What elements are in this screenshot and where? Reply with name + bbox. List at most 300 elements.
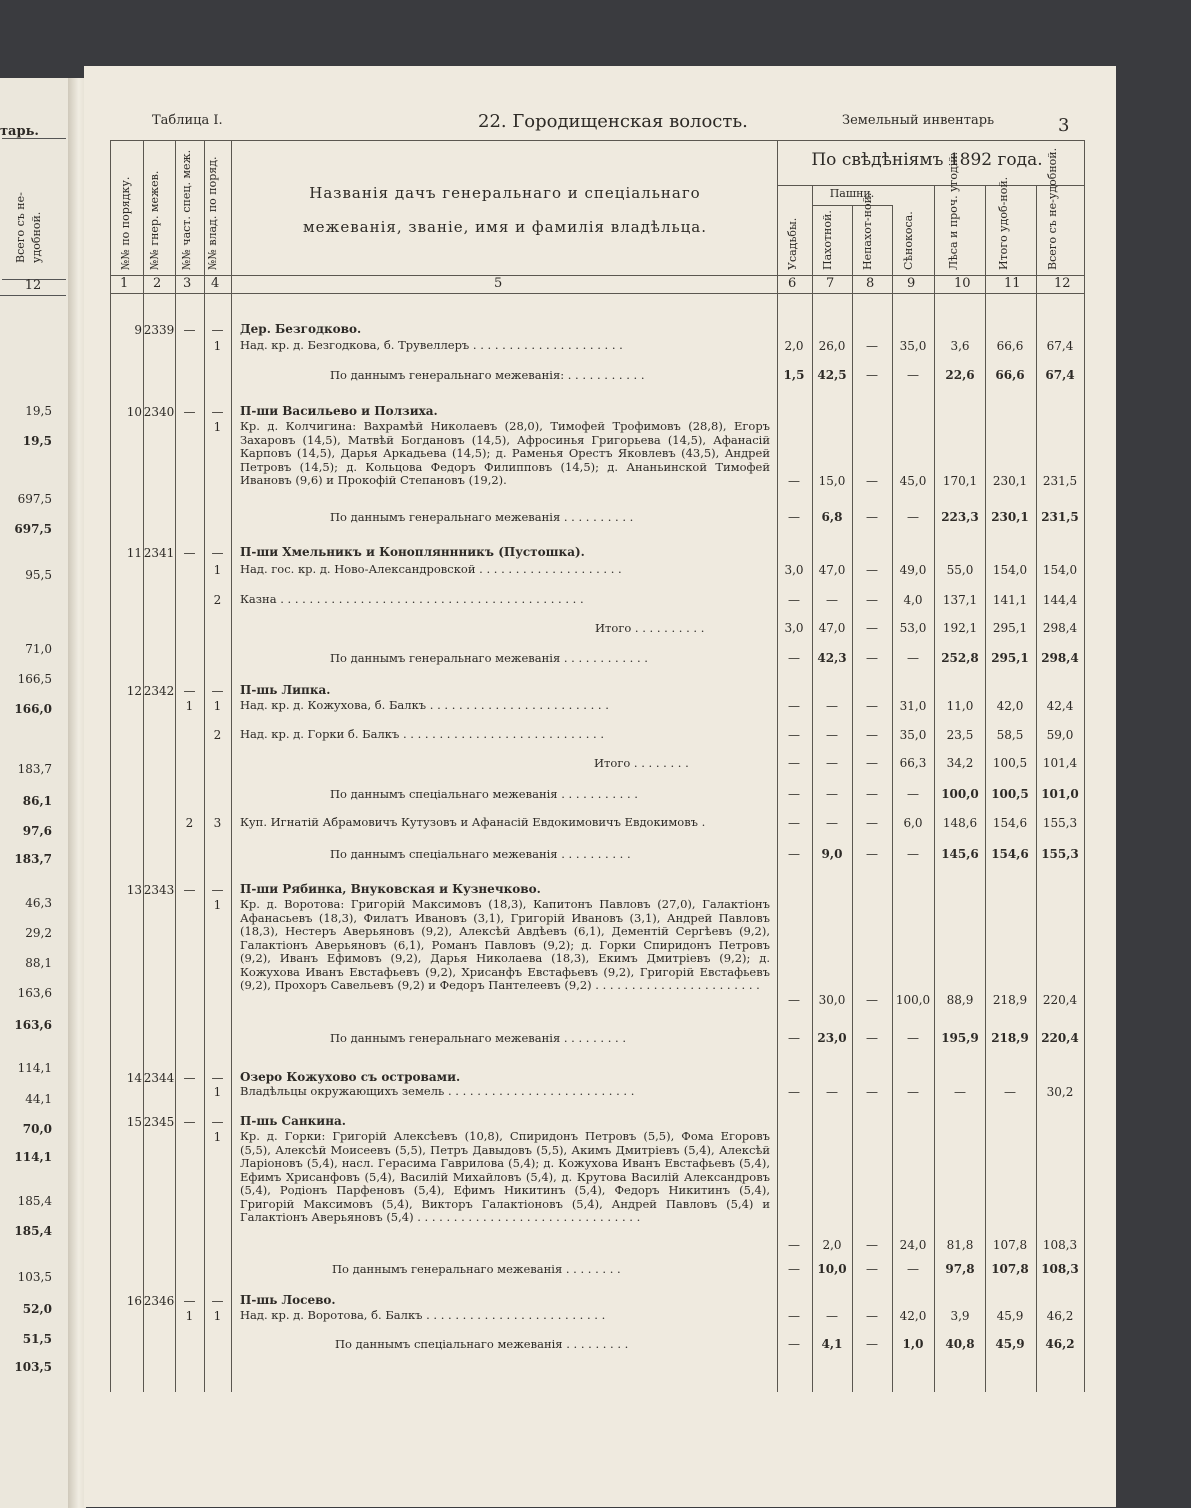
value-cell: — <box>866 651 878 665</box>
value-cell: 40,8 <box>945 1337 975 1351</box>
value-cell: 154,0 <box>992 563 1028 577</box>
row-owner-number: 1 <box>213 898 222 912</box>
summary-label: По даннымъ спеціальнаго межеванія . . . . . . . . . . <box>330 847 631 861</box>
page-title: 22. Городищенская волость. <box>478 111 748 132</box>
value-cell: 155,3 <box>1042 816 1078 830</box>
prev-value: 103,5 <box>14 1360 52 1374</box>
gen-number: 2340 <box>143 405 175 419</box>
gen-number: 2346 <box>143 1294 175 1308</box>
owner-text: Кр. д. Горки: Григорій Алексѣевъ (10,8), Спиридонъ Петровъ (5,5), Фома Егоровъ (5,5), Алексѣй Моисеевъ (5,5), Петръ Давыдовъ (5,5), Акимъ Дмитріевъ (5,4), Алексѣй Ларіоновъ (5,4), насл. Герасима Гаврилова (5,4); д. Кожухова Иванъ Евстафьевъ (5,4), Ефимъ Хрисанфовъ (5,4), Василій Михайловъ (5,4), д. Крутова Василій Александровъ (5,4), Родіонъ Парфеновъ (5,4), Ефимъ Никитинъ (5,4), Федоръ Никитинъ (5,4), Григорій Максимовъ (5,4), Викторъ Галактіоновъ (5,4), Андрей Павловъ (5,4) и Галактіонъ Аверьяновъ (5,4) . . . . . . . . . . . . . . . . . . . . . . . . . . . . . . . <box>240 1130 770 1224</box>
row-owner-number: 1 <box>213 339 222 353</box>
owner-number: — <box>211 323 224 337</box>
value-cell: 6,8 <box>821 510 843 524</box>
prev-head-line2: удобной. <box>30 211 43 263</box>
right-col-head: Непахот-ной. <box>861 192 874 270</box>
value-cell: 1,0 <box>902 1337 924 1351</box>
value-cell: — <box>788 1337 800 1351</box>
owner-text: Кр. д. Колчигина: Вахрамѣй Николаевъ (28,0), Тимофей Трофимовъ (28,8), Егоръ Захаровъ (14,5), Матвѣй Богдановъ (14,5), Афросинья Григорьева (14,5), Афанасій Карповъ (14,5), Дарья Аркадьева (14,5); д. Раменья Орестъ Яковлевъ (43,5), Андрей Петровъ (14,5); д. Кольцова Федоръ Филипповъ (14,5); д. Ананьинской Тимофей Ивановъ (9,6) и Прокофій Степановъ (19,2). <box>240 420 770 487</box>
value-cell: — <box>866 1085 878 1099</box>
value-cell: — <box>788 756 800 770</box>
owner-number: — <box>211 405 224 419</box>
row-owner-number: 3 <box>213 816 222 830</box>
column-title <box>240 176 770 244</box>
col-rule <box>985 185 986 1392</box>
value-cell: 154,6 <box>991 847 1029 861</box>
gen-number: 2339 <box>143 323 175 337</box>
value-cell: — <box>788 847 800 861</box>
prev-value: 697,5 <box>17 492 52 506</box>
value-cell: 298,4 <box>1041 651 1079 665</box>
value-cell: 45,0 <box>899 474 927 488</box>
value-cell: 100,5 <box>991 787 1029 801</box>
owner-text: Над. кр. д. Воротова, б. Балкъ . . . . . . . . . . . . . . . . . . . . . . . . . <box>240 1309 606 1322</box>
prev-column-number: 12 <box>0 278 66 296</box>
col-head-3: №№ част. спец. меж. <box>180 149 193 270</box>
group-title: По свѣдѣніямъ 1892 года. <box>811 150 1043 170</box>
value-cell: 231,5 <box>1042 474 1078 488</box>
prev-value: 166,0 <box>14 702 52 716</box>
column-number: 10 <box>954 276 971 291</box>
summary-label: По даннымъ генеральнаго межеванія: . . . . . . . . . . . <box>330 368 645 382</box>
prev-value: 103,5 <box>17 1270 52 1284</box>
value-cell: 10,0 <box>817 1262 847 1276</box>
value-cell: 295,1 <box>991 651 1029 665</box>
value-cell: 231,5 <box>1041 510 1079 524</box>
value-cell: 137,1 <box>942 593 978 607</box>
row-owner-number: 1 <box>213 699 222 713</box>
summary-label: По даннымъ генеральнаго межеванія . . . . . . . . . <box>330 1031 627 1045</box>
row-owner-number: 1 <box>213 1130 222 1144</box>
value-cell: — <box>907 1085 919 1099</box>
value-cell: 42,0 <box>899 1309 927 1323</box>
value-cell: 220,4 <box>1042 992 1078 1007</box>
owner-number: — <box>211 546 224 560</box>
value-cell: 107,8 <box>992 1238 1028 1252</box>
value-cell: — <box>788 1238 800 1252</box>
value-cell: 97,8 <box>945 1262 975 1276</box>
value-cell: 35,0 <box>899 728 927 742</box>
owner-text: Казна . . . . . . . . . . . . . . . . . . . . . . . . . . . . . . . . . . . . . . . . . . <box>240 593 584 606</box>
col-head-1: №№ по порядку. <box>119 176 132 270</box>
entry-heading <box>240 323 770 337</box>
entry-number: 10 <box>126 405 142 419</box>
value-cell: 295,1 <box>992 621 1028 635</box>
value-cell: 66,6 <box>996 339 1024 353</box>
summary-label: По даннымъ генеральнаго межеванія . . . . . . . . . . <box>330 510 634 524</box>
prev-head-line1: Всего съ не- <box>14 192 27 263</box>
prev-value: 46,3 <box>25 896 52 910</box>
value-cell: — <box>866 847 878 861</box>
right-col-head: Пахотной. <box>821 210 834 270</box>
value-cell: — <box>1004 1085 1016 1099</box>
value-cell: 55,0 <box>946 563 974 577</box>
pashni-rule <box>812 205 892 206</box>
value-cell: — <box>788 1031 800 1045</box>
gen-number: 2343 <box>143 883 175 897</box>
value-cell: — <box>907 787 919 801</box>
col-rule <box>231 140 232 1392</box>
value-cell: — <box>866 474 878 488</box>
value-cell: 4,1 <box>821 1337 843 1351</box>
right-col-head: Всего съ не-удобной. <box>1046 147 1059 270</box>
entry-heading <box>240 405 770 419</box>
summary-label: Итого . . . . . . . . . . <box>595 621 705 635</box>
prev-value: 70,0 <box>22 1122 52 1136</box>
value-cell: 148,6 <box>942 816 978 830</box>
entry-number: 15 <box>126 1115 142 1129</box>
value-cell: — <box>788 816 800 830</box>
value-cell: 9,0 <box>821 847 843 861</box>
value-cell: 100,0 <box>941 787 979 801</box>
owner-text: Над. гос. кр. д. Ново-Александровской . . . . . . . . . . . . . . . . . . . . <box>240 563 622 576</box>
owner-text: Кр. д. Воротова: Григорій Максимовъ (18,3), Капитонъ Павловъ (27,0), Галактіонъ Афанасьевъ (18,3), Филатъ Ивановъ (3,1), Григорій Ивановъ (3,1), Андрей Павловъ (18,3), Нестеръ Аверьяновъ (9,2), Алексѣй Авдѣевъ (6,1), Дементій Сергѣевъ (9,2), Галактіонъ Аверьяновъ (6,1), Романъ Павловъ (9,2); д. Горки Спиридонъ Петровъ (9,2), Иванъ Ефимовъ (9,2), Дарья Николаева (18,3), Екимъ Дмитріевъ (9,2); д. Кожухова Иванъ Евстафьевъ (9,2), Хрисанфъ Евстафьевъ (9,2), Григорій Евстафьевъ (9,2), Прохоръ Савельевъ (9,2) и Федоръ Пантелеевъ (9,2) . . . . . . . . . . . . . . . . . . . . . . . <box>240 898 770 992</box>
value-cell: — <box>826 1085 838 1099</box>
value-cell: 23,0 <box>817 1031 847 1045</box>
prev-page-column-head <box>2 138 66 280</box>
summary-label: По даннымъ спеціальнаго межеванія . . . . . . . . . <box>335 1337 629 1351</box>
prev-page-header-word: тарь. <box>0 124 39 139</box>
column-number: 2 <box>153 276 162 291</box>
value-cell: — <box>866 563 878 577</box>
value-cell: 3,0 <box>784 621 804 635</box>
page-number: 3 <box>1058 115 1070 136</box>
value-cell: 144,4 <box>1042 593 1078 607</box>
value-cell: 108,3 <box>1041 1262 1079 1276</box>
entry-heading <box>240 684 770 698</box>
prev-value: 44,1 <box>25 1092 52 1106</box>
top-rule <box>110 140 1084 141</box>
value-cell: — <box>788 510 800 524</box>
value-cell: 45,9 <box>996 1309 1024 1323</box>
value-cell: — <box>826 1309 838 1323</box>
value-cell: 15,0 <box>818 474 846 488</box>
spec-number: — <box>183 546 196 560</box>
entry-number: 12 <box>126 684 142 698</box>
value-cell: — <box>826 816 838 830</box>
value-cell: — <box>866 621 878 635</box>
entry-heading-text: П-шь Санкина. <box>240 1114 346 1128</box>
value-cell: — <box>907 368 919 382</box>
row-owner-number: 1 <box>213 1309 222 1323</box>
value-cell: — <box>866 728 878 742</box>
value-cell: — <box>907 1262 919 1276</box>
value-cell: 59,0 <box>1046 728 1074 742</box>
table-label: Таблица I. <box>152 113 223 128</box>
value-cell: — <box>788 1262 800 1276</box>
entry-number: 11 <box>126 546 142 560</box>
value-cell: 47,0 <box>818 563 846 577</box>
value-cell: 45,9 <box>995 1337 1025 1351</box>
spec-number: — <box>183 684 196 698</box>
owner-text: Над. кр. д. Кожухова, б. Балкъ . . . . . . . . . . . . . . . . . . . . . . . . . <box>240 699 609 712</box>
value-cell: 101,4 <box>1042 756 1078 770</box>
value-cell: 35,0 <box>899 339 927 353</box>
owner-text: Куп. Игнатій Абрамовичъ Кутузовъ и Афанасій Евдокимовичъ Евдокимовъ . <box>240 816 706 829</box>
value-cell: 3,9 <box>950 1309 970 1323</box>
entry-heading-text: П-ши Хмельникъ и Конопляннникъ (Пустошка). <box>240 545 585 559</box>
value-cell: — <box>788 728 800 742</box>
owner-number: — <box>211 1071 224 1085</box>
entry-heading <box>240 1071 770 1085</box>
right-col-head: Сѣнокоса. <box>902 211 915 270</box>
entry-heading-text: Озеро Кожухово съ островами. <box>240 1070 461 1084</box>
value-cell: — <box>907 847 919 861</box>
value-cell: — <box>826 593 838 607</box>
entry-heading <box>240 1115 770 1129</box>
value-cell: — <box>826 728 838 742</box>
value-cell: 49,0 <box>899 563 927 577</box>
value-cell: 81,8 <box>946 1238 974 1252</box>
value-cell: 2,0 <box>784 339 804 353</box>
value-cell: 154,0 <box>1042 563 1078 577</box>
value-cell: 145,6 <box>941 847 979 861</box>
value-cell: — <box>826 756 838 770</box>
value-cell: 230,1 <box>992 474 1028 488</box>
gen-number: 2344 <box>143 1071 175 1085</box>
prev-value: 163,6 <box>17 986 52 1000</box>
prev-value: 185,4 <box>14 1224 52 1238</box>
value-cell: — <box>788 699 800 713</box>
summary-label: Итого . . . . . . . . <box>594 756 689 770</box>
value-cell: 66,6 <box>995 368 1025 382</box>
value-cell: 195,9 <box>941 1031 979 1045</box>
row-spec-number: 2 <box>185 816 194 830</box>
value-cell: 46,2 <box>1046 1309 1074 1323</box>
row-owner-number: 2 <box>213 728 222 742</box>
row-spec-number: 1 <box>185 1309 194 1323</box>
entry-heading <box>240 1294 770 1308</box>
column-number: 9 <box>907 276 916 291</box>
owner-number: — <box>211 1294 224 1308</box>
value-cell: 66,3 <box>899 756 927 770</box>
entry-number: 9 <box>134 323 142 337</box>
prev-value: 166,5 <box>17 672 52 686</box>
value-cell: 101,0 <box>1041 787 1079 801</box>
section-label: Земельный инвентарь <box>842 113 995 128</box>
value-cell: 230,1 <box>991 510 1029 524</box>
owner-number: — <box>211 1115 224 1129</box>
value-cell: 192,1 <box>942 621 978 635</box>
column-number: 6 <box>788 276 797 291</box>
column-title-line2: межеванія, званіе, имя и фамилія владѣльца. <box>303 218 707 236</box>
prev-value: 19,5 <box>25 404 52 418</box>
value-cell: 3,0 <box>784 563 804 577</box>
value-cell: 11,0 <box>946 699 974 713</box>
value-cell: 88,9 <box>946 992 974 1007</box>
prev-value: 95,5 <box>25 568 52 582</box>
entry-number: 13 <box>126 883 142 897</box>
row-owner-number: 1 <box>213 563 222 577</box>
column-number: 1 <box>120 276 129 291</box>
entry-heading-text: П-шь Липка. <box>240 683 331 697</box>
value-cell: 100,0 <box>895 992 931 1007</box>
pashni-label: Пашни. <box>829 187 875 200</box>
owner-text: Владѣльцы окружающихъ земель . . . . . . . . . . . . . . . . . . . . . . . . . . <box>240 1085 635 1098</box>
prev-value: 51,5 <box>22 1332 52 1346</box>
prev-value: 71,0 <box>25 642 52 656</box>
prev-value: 163,6 <box>14 1018 52 1032</box>
value-cell: — <box>907 651 919 665</box>
column-number: 3 <box>183 276 192 291</box>
value-cell: 67,4 <box>1046 339 1074 353</box>
value-cell: — <box>866 699 878 713</box>
value-cell: — <box>866 593 878 607</box>
value-cell: — <box>788 593 800 607</box>
entry-number: 14 <box>126 1071 142 1085</box>
value-cell: 3,6 <box>950 339 970 353</box>
prev-value: 183,7 <box>17 762 52 776</box>
value-cell: 1,5 <box>783 368 805 382</box>
entry-heading-text: П-ши Рябинка, Внуковская и Кузнечково. <box>240 882 541 896</box>
prev-value: 183,7 <box>14 852 52 866</box>
value-cell: — <box>866 1337 878 1351</box>
value-cell: 108,3 <box>1042 1238 1078 1252</box>
prev-value: 52,0 <box>22 1302 52 1316</box>
column-number: 8 <box>866 276 875 291</box>
value-cell: 218,9 <box>992 992 1028 1007</box>
row-owner-number: 1 <box>213 420 222 434</box>
entry-number: 16 <box>126 1294 142 1308</box>
owner-text: Над. кр. д. Безгодкова, б. Трувеллеръ . . . . . . . . . . . . . . . . . . . . . <box>240 339 623 352</box>
value-cell: 22,6 <box>945 368 975 382</box>
row-spec-number: 1 <box>185 699 194 713</box>
value-cell: 58,5 <box>996 728 1024 742</box>
value-cell: 67,4 <box>1045 368 1075 382</box>
spec-number: — <box>183 883 196 897</box>
value-cell: 24,0 <box>899 1238 927 1252</box>
col-head-4: №№ влад. по поряд. <box>206 156 219 270</box>
value-cell: — <box>826 699 838 713</box>
value-cell: 47,0 <box>818 621 846 635</box>
value-cell: 42,0 <box>996 699 1024 713</box>
value-cell: 107,8 <box>991 1262 1029 1276</box>
entry-heading-text: П-ши Васильево и Ползиха. <box>240 404 438 418</box>
value-cell: 30,2 <box>1046 1085 1074 1099</box>
value-cell: — <box>866 1309 878 1323</box>
head-rule <box>110 275 1084 276</box>
entry-heading-text: П-шь Лосево. <box>240 1293 336 1307</box>
spec-number: — <box>183 1071 196 1085</box>
row-owner-number: 2 <box>213 593 222 607</box>
value-cell: 154,6 <box>992 816 1028 830</box>
value-cell: 31,0 <box>899 699 927 713</box>
value-cell: — <box>954 1085 966 1099</box>
entry-heading-text: Дер. Безгодково. <box>240 322 362 336</box>
summary-label: По даннымъ генеральнаго межеванія . . . . . . . . <box>332 1262 621 1276</box>
prev-value: 114,1 <box>14 1150 52 1164</box>
value-cell: 53,0 <box>899 621 927 635</box>
prev-value: 29,2 <box>25 926 52 940</box>
value-cell: — <box>866 339 878 353</box>
value-cell: 42,4 <box>1046 699 1074 713</box>
right-col-head: Лѣса и проч. угодій. <box>947 151 960 270</box>
column-number: 12 <box>1054 276 1071 291</box>
spec-number: — <box>183 405 196 419</box>
row-owner-number: 1 <box>213 1085 222 1099</box>
summary-label: По даннымъ спеціальнаго межеванія . . . . . . . . . . . <box>330 787 638 801</box>
prev-value: 19,5 <box>22 434 52 448</box>
value-cell: 23,5 <box>946 728 974 742</box>
value-cell: 220,4 <box>1041 1031 1079 1045</box>
value-cell: — <box>866 816 878 830</box>
value-cell: 46,2 <box>1045 1337 1075 1351</box>
value-cell: 218,9 <box>991 1031 1029 1045</box>
entry-heading <box>240 546 770 560</box>
prev-value: 86,1 <box>22 794 52 808</box>
value-cell: 34,2 <box>946 756 974 770</box>
prev-value: 185,4 <box>17 1194 52 1208</box>
col-rule <box>1036 185 1037 1392</box>
value-cell: 30,0 <box>818 992 846 1007</box>
value-cell: — <box>826 787 838 801</box>
value-cell: 26,0 <box>818 339 846 353</box>
value-cell: 6,0 <box>903 816 923 830</box>
value-cell: — <box>866 1262 878 1276</box>
value-cell: — <box>866 756 878 770</box>
value-cell: — <box>788 992 800 1007</box>
value-cell: — <box>788 474 800 488</box>
spec-number: — <box>183 1294 196 1308</box>
column-number: 11 <box>1004 276 1021 291</box>
summary-label: По даннымъ генеральнаго межеванія . . . . . . . . . . . . <box>330 651 648 665</box>
prev-value: 697,5 <box>14 522 52 536</box>
col-head-2: №№ гнер. межев. <box>148 170 161 270</box>
value-cell: — <box>788 1309 800 1323</box>
spec-number: — <box>183 323 196 337</box>
value-cell: 298,4 <box>1042 621 1078 635</box>
value-cell: 170,1 <box>942 474 978 488</box>
right-col-head: Усадьбы. <box>786 217 799 270</box>
column-number: 4 <box>211 276 220 291</box>
value-cell: 100,5 <box>992 756 1028 770</box>
value-cell: 2,0 <box>822 1238 842 1252</box>
column-number: 7 <box>826 276 835 291</box>
value-cell: — <box>866 992 878 1007</box>
value-cell: 4,0 <box>903 593 923 607</box>
value-cell: 42,3 <box>817 651 847 665</box>
col-rule <box>934 185 935 1392</box>
value-cell: 155,3 <box>1041 847 1079 861</box>
value-cell: — <box>788 1085 800 1099</box>
value-cell: — <box>907 510 919 524</box>
value-cell: 141,1 <box>992 593 1028 607</box>
column-number: 5 <box>494 276 503 291</box>
group-rule <box>777 185 1084 186</box>
owner-number: — <box>211 883 224 897</box>
value-cell: 223,3 <box>941 510 979 524</box>
col-rule <box>1084 140 1085 1392</box>
value-cell: — <box>866 1031 878 1045</box>
spec-number: — <box>183 1115 196 1129</box>
gen-number: 2341 <box>143 546 175 560</box>
value-cell: 42,5 <box>817 368 847 382</box>
prev-value: 97,6 <box>22 824 52 838</box>
value-cell: — <box>866 1238 878 1252</box>
column-title-line1: Названія дачъ генеральнаго и спеціальнаго <box>309 184 701 202</box>
value-cell: 252,8 <box>941 651 979 665</box>
value-cell: — <box>866 510 878 524</box>
owner-number: — <box>211 684 224 698</box>
value-cell: — <box>866 368 878 382</box>
gen-number: 2345 <box>143 1115 175 1129</box>
value-cell: — <box>788 787 800 801</box>
value-cell: — <box>907 1031 919 1045</box>
value-cell: — <box>788 651 800 665</box>
value-cell: — <box>866 787 878 801</box>
prev-value: 114,1 <box>17 1061 52 1075</box>
entry-heading <box>240 883 770 897</box>
owner-text: Над. кр. д. Горки б. Балкъ . . . . . . . . . . . . . . . . . . . . . . . . . . . . <box>240 728 604 741</box>
